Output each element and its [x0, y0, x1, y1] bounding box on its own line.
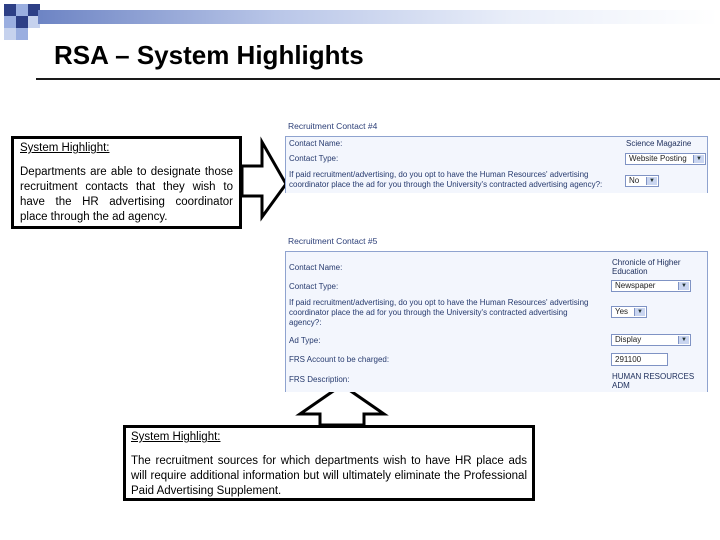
- ad-type-row: [286, 331, 707, 350]
- callout-heading: System Highlight:: [131, 431, 221, 443]
- frs-account-label: FRS Account to be charged:: [289, 355, 390, 364]
- recruitment-contact-4-panel: [285, 136, 708, 193]
- header-square-decoration: [16, 28, 28, 40]
- contact-name-label: Contact Name:: [289, 263, 343, 272]
- title-divider: [36, 78, 720, 80]
- contact-name-value-line1: Chronicle of Higher: [612, 258, 681, 267]
- agency-question-row: [286, 167, 707, 193]
- header-square-decoration: [4, 4, 16, 16]
- chevron-down-icon: ▼: [678, 336, 689, 344]
- contact-type-selected: Website Posting: [629, 154, 687, 163]
- contact-type-label: Contact Type:: [289, 282, 339, 291]
- contact-type-row: [286, 277, 707, 296]
- contact-name-row: [286, 137, 707, 152]
- slide-title: RSA – System Highlights: [54, 40, 364, 70]
- contact-name-value: Science Magazine: [626, 139, 692, 148]
- frs-description-label: FRS Description:: [289, 375, 350, 384]
- header-square-decoration: [16, 16, 28, 28]
- contact-5-caption: Recruitment Contact #5: [288, 236, 378, 246]
- chevron-down-icon: ▼: [646, 177, 657, 185]
- recruitment-contact-5-panel: [285, 251, 708, 392]
- header-square-decoration: [16, 4, 28, 16]
- agency-selected: No: [629, 176, 640, 185]
- right-arrow-icon: [242, 142, 286, 217]
- chevron-down-icon: ▼: [693, 155, 704, 163]
- chevron-down-icon: ▼: [678, 282, 689, 290]
- frs-account-row: [286, 349, 707, 371]
- header-square-decoration: [4, 16, 16, 28]
- frs-description-value-line1: HUMAN RESOURCES: [612, 372, 695, 381]
- contact-name-value-line2: Education: [612, 267, 648, 276]
- highlight-callout-1: [11, 136, 242, 229]
- header-square-decoration: [4, 28, 16, 40]
- contact-type-select[interactable]: [625, 153, 706, 165]
- ad-type-selected: Display: [615, 335, 642, 344]
- contact-type-selected: Newspaper: [615, 281, 656, 290]
- agency-question-label: If paid recruitment/advertising, do you opt to have the Human Resources' advertising coordinator place the ad for you through the University's contracted advertising agency?:: [289, 298, 589, 327]
- agency-question-row: [286, 295, 707, 332]
- agency-select[interactable]: [625, 175, 659, 187]
- callout-heading: System Highlight:: [20, 142, 110, 154]
- ad-type-label: Ad Type:: [289, 336, 321, 345]
- highlight-callout-2: [123, 425, 535, 501]
- contact-type-row: [286, 151, 707, 168]
- frs-account-input[interactable]: 291100: [611, 353, 668, 366]
- header-gradient-bar: [38, 10, 718, 24]
- frs-description-row: [286, 370, 707, 392]
- contact-4-caption: Recruitment Contact #4: [288, 121, 378, 131]
- contact-name-row: [286, 252, 707, 278]
- contact-name-label: Contact Name:: [289, 139, 343, 148]
- contact-type-label: Contact Type:: [289, 154, 339, 163]
- chevron-down-icon: ▼: [634, 308, 645, 316]
- agency-selected: Yes: [615, 307, 629, 316]
- callout-body: The recruitment sources for which departments wish to have HR place ads will require additional information but will ultimately eliminate the Professional Paid Advertising Supplement.: [131, 455, 527, 497]
- agency-select[interactable]: [611, 306, 647, 318]
- contact-type-select[interactable]: [611, 280, 691, 292]
- ad-type-select[interactable]: [611, 334, 691, 346]
- callout-body: Departments are able to designate those recruitment contacts that they wish to have the HR advertising coordinator place through the ad agency.: [20, 166, 233, 223]
- frs-description-value-line2: ADM: [612, 381, 630, 390]
- agency-question-label: If paid recruitment/advertising, do you opt to have the Human Resources' advertising coordinator place the ad for you through the University's contracted advertising agency?:: [289, 170, 603, 189]
